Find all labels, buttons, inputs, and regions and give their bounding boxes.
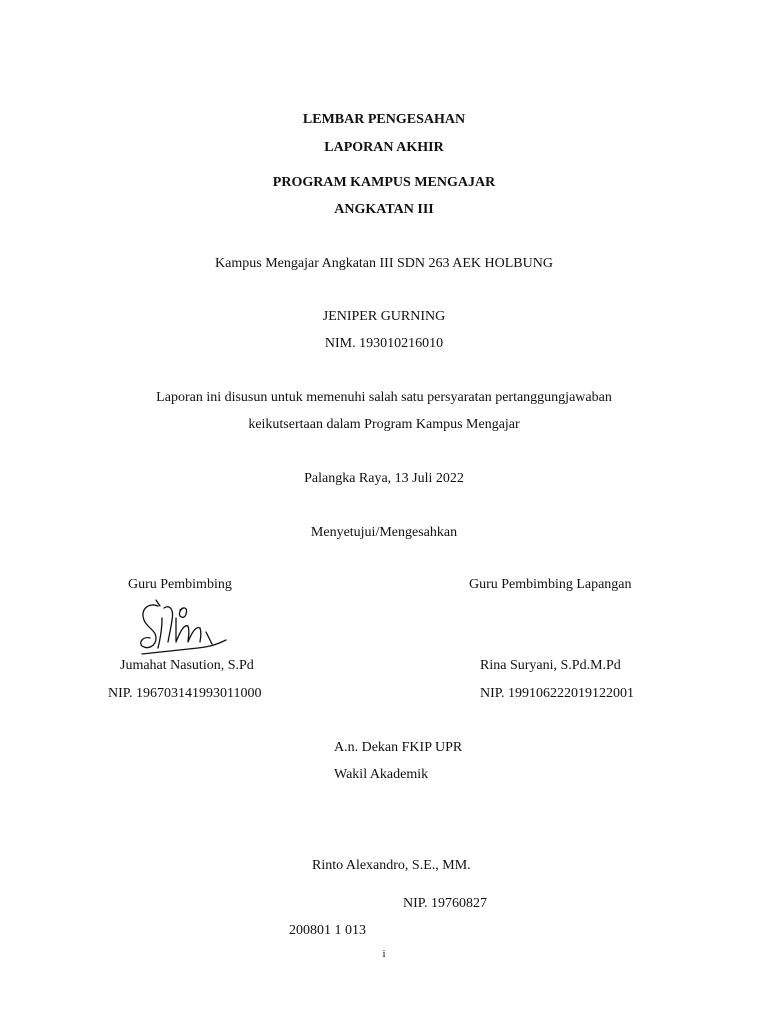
dean-name: Rinto Alexandro, S.E., MM. — [312, 858, 471, 873]
title-line-2: LAPORAN AKHIR — [324, 140, 444, 155]
dean-nip-part-2: 200801 1 013 — [289, 923, 366, 938]
right-signer-name: Rina Suryani, S.Pd.M.Pd — [480, 658, 621, 673]
title-line-3: PROGRAM KAMPUS MENGAJAR — [272, 175, 496, 190]
left-signer-name: Jumahat Nasution, S.Pd — [120, 658, 254, 673]
left-signer-nip: NIP. 196703141993011000 — [108, 686, 262, 701]
student-name: JENIPER GURNING — [322, 309, 446, 324]
dean-line-2: Wakil Akademik — [334, 767, 429, 782]
handwritten-signature — [136, 596, 232, 660]
subtitle: Kampus Mengajar Angkatan III SDN 263 AEK HOLBUNG — [215, 256, 553, 271]
left-signer-role: Guru Pembimbing — [128, 577, 232, 592]
title-line-1: LEMBAR PENGESAHAN — [302, 112, 466, 127]
page-number: i — [382, 948, 386, 960]
title-line-4: ANGKATAN III — [334, 202, 434, 217]
approval-text: Menyetujui/Mengesahkan — [310, 525, 458, 540]
place-date: Palangka Raya, 13 Juli 2022 — [304, 471, 464, 486]
student-nim: NIM. 193010216010 — [324, 336, 444, 351]
right-signer-nip: NIP. 199106222019122001 — [480, 686, 635, 701]
purpose-line-2: keikutsertaan dalam Program Kampus Mengajar — [248, 417, 520, 432]
purpose-line-1: Laporan ini disusun untuk memenuhi salah satu persyaratan pertanggungjawaban — [156, 390, 612, 405]
dean-line-1: A.n. Dekan FKIP UPR — [334, 740, 463, 755]
dean-nip-part-1: NIP. 19760827 — [403, 896, 488, 911]
right-signer-role: Guru Pembimbing Lapangan — [469, 577, 632, 592]
